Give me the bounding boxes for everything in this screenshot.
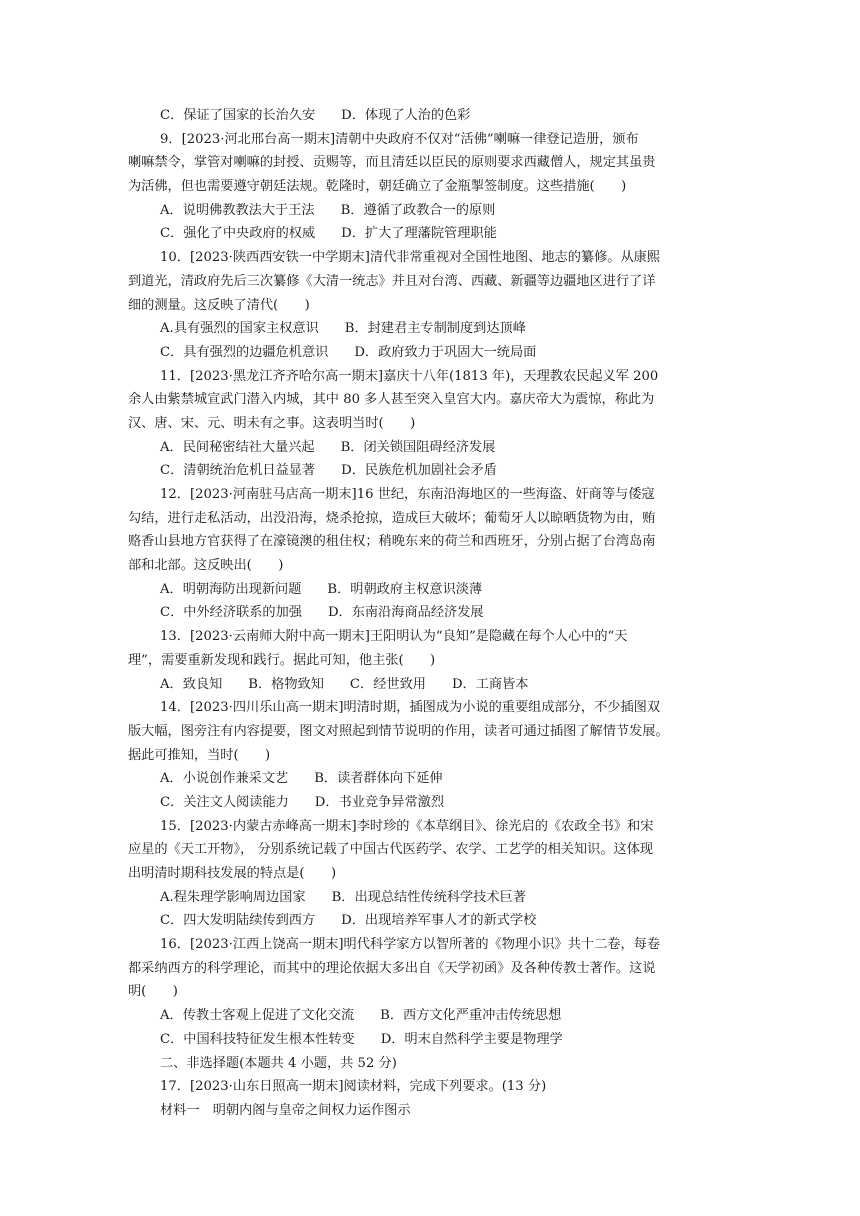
question-stem: 11．[2023·黑龙江齐齐哈尔高一期末]嘉庆十八年(1813 年)，天理教农民起义军 200 (160, 368, 659, 384)
question-text-continued: 部和北部。这反映出( ) (128, 558, 284, 574)
answer-option: A．民间秘密结社大量兴起 (160, 439, 315, 455)
question-stem: 13．[2023·云南师大附中高一期末]王阳明认为“良知”是隐藏在每个人心中的“天 (160, 629, 628, 645)
answer-option: C．中国科技特征发生根本性转变 (160, 1031, 355, 1047)
question-text-continued: 赂香山县地方官获得了在濠镜澳的租住权；稍晚东来的荷兰和西班牙，分别占据了台湾岛南 (128, 534, 656, 550)
answer-options (160, 578, 713, 602)
question-stem: 10．[2023·陕西西安铁一中学期末]清代非常重视对全国性地图、地志的纂修。从康熙 (160, 250, 661, 266)
answer-option: D．出现培养军事人才的新式学校 (341, 913, 537, 929)
answer-options (160, 1004, 713, 1028)
answer-option: B．明朝政府主权意识淡薄 (327, 581, 483, 597)
answer-option: A.程朱理学影响周边国家 (160, 889, 306, 905)
question-text-continued: 为活佛，但也需要遵守朝廷法规。乾隆时，朝廷确立了金瓶掣签制度。这些措施( ) (128, 179, 627, 195)
answer-options (160, 104, 713, 128)
answer-option: B．出现总结性传统科学技术巨著 (331, 889, 526, 905)
answer-option: B．格物致知 (248, 676, 324, 692)
answer-option: C．四大发明陆续传到西方 (160, 913, 316, 929)
answer-options (160, 222, 713, 246)
answer-options (160, 791, 713, 815)
answer-option: A．说明佛教教法大于王法 (160, 202, 315, 218)
answer-option: C．强化了中央政府的权威 (160, 226, 316, 242)
answer-option: C．中外经济联系的加强 (160, 605, 302, 621)
answer-options (160, 199, 713, 223)
answer-option: B．封建君主专制制度到达顶峰 (344, 321, 526, 337)
answer-options (160, 673, 713, 697)
question-text-continued: 出明清时期科技发展的特点是( ) (128, 866, 337, 881)
document-page (128, 104, 713, 1123)
section-text: 17．[2023·山东日照高一期末]阅读材料，完成下列要求。(13 分) (160, 1079, 547, 1095)
answer-option: A．致良知 (160, 676, 223, 692)
answer-option: C．清朝统治危机日益显著 (160, 463, 316, 479)
answer-option: C．经世致用 (349, 676, 426, 692)
question-text-continued: 据此可推知，当时( ) (128, 747, 271, 763)
question-stem: 16．[2023·江西上饶高一期末]明代科学家方以智所著的《物理小识》共十二卷，每卷 (160, 937, 661, 953)
question-text-continued: 余人由紫禁城宣武门潜入内城，其中 80 多人甚至突入皇宫大内。嘉庆帝大为震惊，称此为 (128, 392, 655, 408)
question-text-continued: 应星的《天工开物》， 分别系统记载了中国古代医药学、农学、工艺学的相关知识。这体现 (128, 842, 654, 858)
answer-option: D．东南沿海商品经济发展 (327, 605, 484, 621)
answer-options (160, 341, 713, 365)
answer-option: A．明朝海防出现新问题 (160, 581, 302, 597)
answer-options (160, 317, 713, 341)
question-text-continued: 喇嘛禁令，掌管对喇嘛的封授、贡赐等，而且清廷以臣民的原则要求西藏僧人，规定其虽贵 (128, 155, 656, 171)
question-stem: 9．[2023·河北邢台高一期末]清朝中央政府不仅对“活佛”喇嘛一律登记造册，颁布 (160, 131, 639, 147)
question-text-continued: 理”，需要重新发现和践行。据此可知，他主张( ) (128, 652, 436, 668)
question-text-continued: 版大幅，图旁注有内容提要，图文对照起到情节说明的作用，读者可通过插图了解情节发展。 (128, 723, 669, 739)
answer-option: D．政府致力于巩固大一统局面 (354, 344, 537, 360)
question-text-continued: 都采纳西方的科学理论，而其中的理论依据大多出自《天学初函》及各种传教士著作。这说 (128, 960, 656, 976)
answer-option: D．民族危机加剧社会矛盾 (341, 463, 497, 479)
question-text-continued: 汉、唐、宋、元、明未有之事。这表明当时( ) (128, 415, 416, 431)
answer-option: D．书业竞争异常激烈 (314, 794, 445, 810)
answer-option: B．闭关锁国阻碍经济发展 (340, 439, 496, 455)
answer-option: A．传教士客观上促进了文化交流 (160, 1008, 355, 1024)
section-text: 二、非选择题(本题共 4 小题，共 52 分) (160, 1055, 397, 1071)
answer-options (160, 1028, 713, 1052)
answer-options (160, 886, 713, 910)
answer-option: D．体现了人治的色彩 (341, 108, 471, 123)
answer-options (160, 436, 713, 460)
question-text-continued: 细的测量。这反映了清代( ) (128, 297, 310, 313)
answer-options (160, 601, 713, 625)
answer-option: B．遵循了政教合一的原则 (340, 202, 496, 218)
answer-option: C．保证了国家的长治久安 (160, 108, 316, 123)
answer-option: D．明末自然科学主要是物理学 (380, 1031, 563, 1047)
question-text-continued: 勾结，进行走私活动，出没沿海，烧杀抢掠，造成巨大破坏；葡萄牙人以晾晒货物为由，贿 (128, 510, 656, 526)
answer-option: C．具有强烈的边疆危机意识 (160, 344, 329, 360)
answer-option: D．工商皆本 (451, 676, 529, 692)
question-stem: 12．[2023·河南驻马店高一期末]16 世纪，东南沿海地区的一些海盗、奸商等与倭寇 (160, 487, 655, 502)
question-stem: 15．[2023·内蒙古赤峰高一期末]李时珍的《本草纲目》、徐光启的《农政全书》和宋 (160, 818, 654, 834)
question-text-continued: 到道光，清政府先后三次纂修《大清一统志》并且对台湾、西藏、新疆等边疆地区进行了详 (128, 273, 656, 289)
answer-options (160, 459, 713, 483)
answer-options (160, 767, 713, 791)
answer-option: B．读者群体向下延伸 (314, 771, 443, 787)
question-text-continued: 明( ) (128, 984, 178, 1000)
answer-option: A．小说创作兼采文艺 (160, 771, 289, 787)
answer-option: C．关注文人阅读能力 (160, 794, 289, 810)
answer-options (160, 909, 713, 933)
answer-option: A.具有强烈的国家主权意识 (160, 321, 319, 337)
question-stem: 14．[2023·四川乐山高一期末]明清时期，插图成为小说的重要组成部分，不少插图双 (160, 700, 661, 716)
answer-option: B．西方文化严重冲击传统思想 (380, 1008, 562, 1024)
section-text: 材料一 明朝内阁与皇帝之间权力运作图示 (160, 1102, 411, 1118)
answer-option: D．扩大了理藩院管理职能 (341, 226, 497, 242)
